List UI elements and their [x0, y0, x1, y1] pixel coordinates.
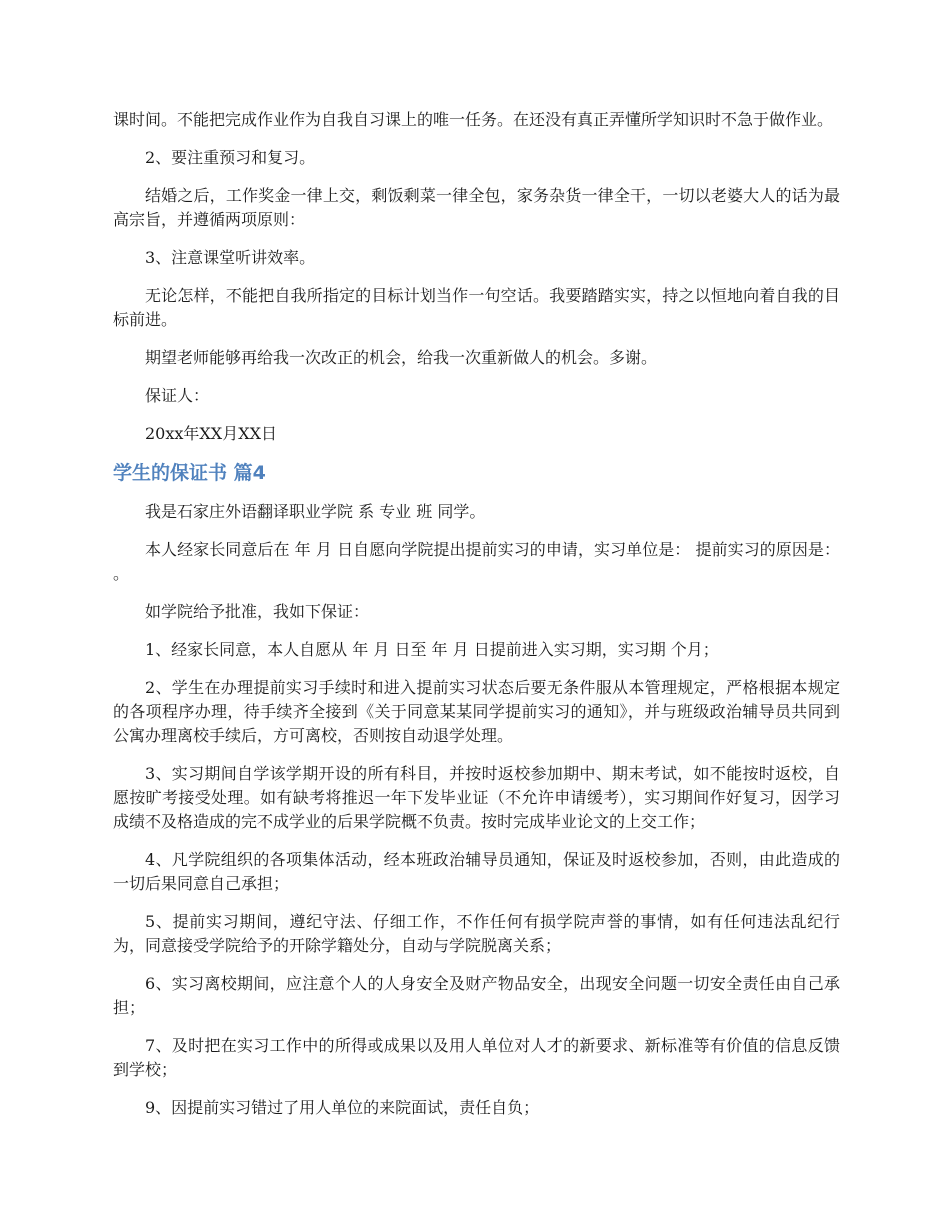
paragraph-goal: 无论怎样，不能把自我所指定的目标计划当作一句空话。我要踏踏实实，持之以恒地向着自我的目标前进。	[113, 286, 840, 329]
paragraph-application: 本人经家长同意后在 年 月 日自愿向学院提出提前实习的申请，实习单位是： 提前实习的原因是： 。	[113, 540, 840, 583]
paragraph-intro: 我是石家庄外语翻译职业学院 系 专业 班 同学。	[145, 502, 486, 521]
document-page	[113, 108, 840, 1134]
clause-7: 7、及时把在实习工作中的所得或成果以及用人单位对人才的新要求、新标准等有价值的信息反馈到学校；	[113, 1036, 840, 1079]
clause-6: 6、实习离校期间，应注意个人的人身安全及财产物品安全，出现安全问题一切安全责任由自己承担；	[113, 974, 840, 1017]
continuation-paragraph: 课时间。不能把完成作业作为自我自习课上的唯一任务。在还没有真正弄懂所学知识时不急于做作业。	[113, 110, 834, 129]
paragraph-marriage: 结婚之后，工作奖金一律上交，剩饭剩菜一律全包，家务杂货一律全干，一切以老婆大人的话为最高宗旨，并遵循两项原则：	[113, 186, 840, 229]
clause-4: 4、凡学院组织的各项集体活动，经本班政治辅导员通知，保证及时返校参加，否则，由此造成的一切后果同意自己承担；	[113, 850, 840, 893]
paragraph-hope: 期望老师能够再给我一次改正的机会，给我一次重新做人的机会。多谢。	[145, 348, 658, 367]
paragraph-listening: 3、注意课堂听讲效率。	[145, 248, 316, 267]
section-heading: 学生的保证书 篇4	[113, 462, 266, 484]
clause-3: 3、实习期间自学该学期开设的所有科目，并按时返校参加期中、期末考试，如不能按时返校，自愿按旷考接受处理。如有缺考将推迟一年下发毕业证（不允许申请缓考），实习期间作好复习，因学习成绩不及格造成的完不成学业的后果学院概不负责。按时完成毕业论文的上交工作；	[113, 764, 840, 831]
clause-1: 1、经家长同意，本人自愿从 年 月 日至 年 月 日提前进入实习期，实习期 个月；	[145, 640, 719, 659]
clause-5: 5、提前实习期间，遵纪守法、仔细工作，不作任何有损学院声誉的事情，如有任何违法乱纪行为，同意接受学院给予的开除学籍处分，自动与学院脱离关系；	[113, 912, 840, 955]
paragraph-approval: 如学院给予批准，我如下保证：	[145, 602, 370, 621]
date-line: 20xx年XX月XX日	[145, 424, 277, 443]
clause-2: 2、学生在办理提前实习手续时和进入提前实习状态后要无条件服从本管理规定，严格根据本规定的各项程序办理，待手续齐全接到《关于同意某某同学提前实习的通知》，并与班级政治辅导员共同到公寓办理离校手续后，方可离校，否则按自动退学处理。	[113, 678, 840, 745]
guarantor-label: 保证人：	[145, 386, 210, 405]
paragraph-review: 2、要注重预习和复习。	[145, 148, 316, 167]
clause-9: 9、因提前实习错过了用人单位的来院面试，责任自负；	[145, 1098, 540, 1117]
